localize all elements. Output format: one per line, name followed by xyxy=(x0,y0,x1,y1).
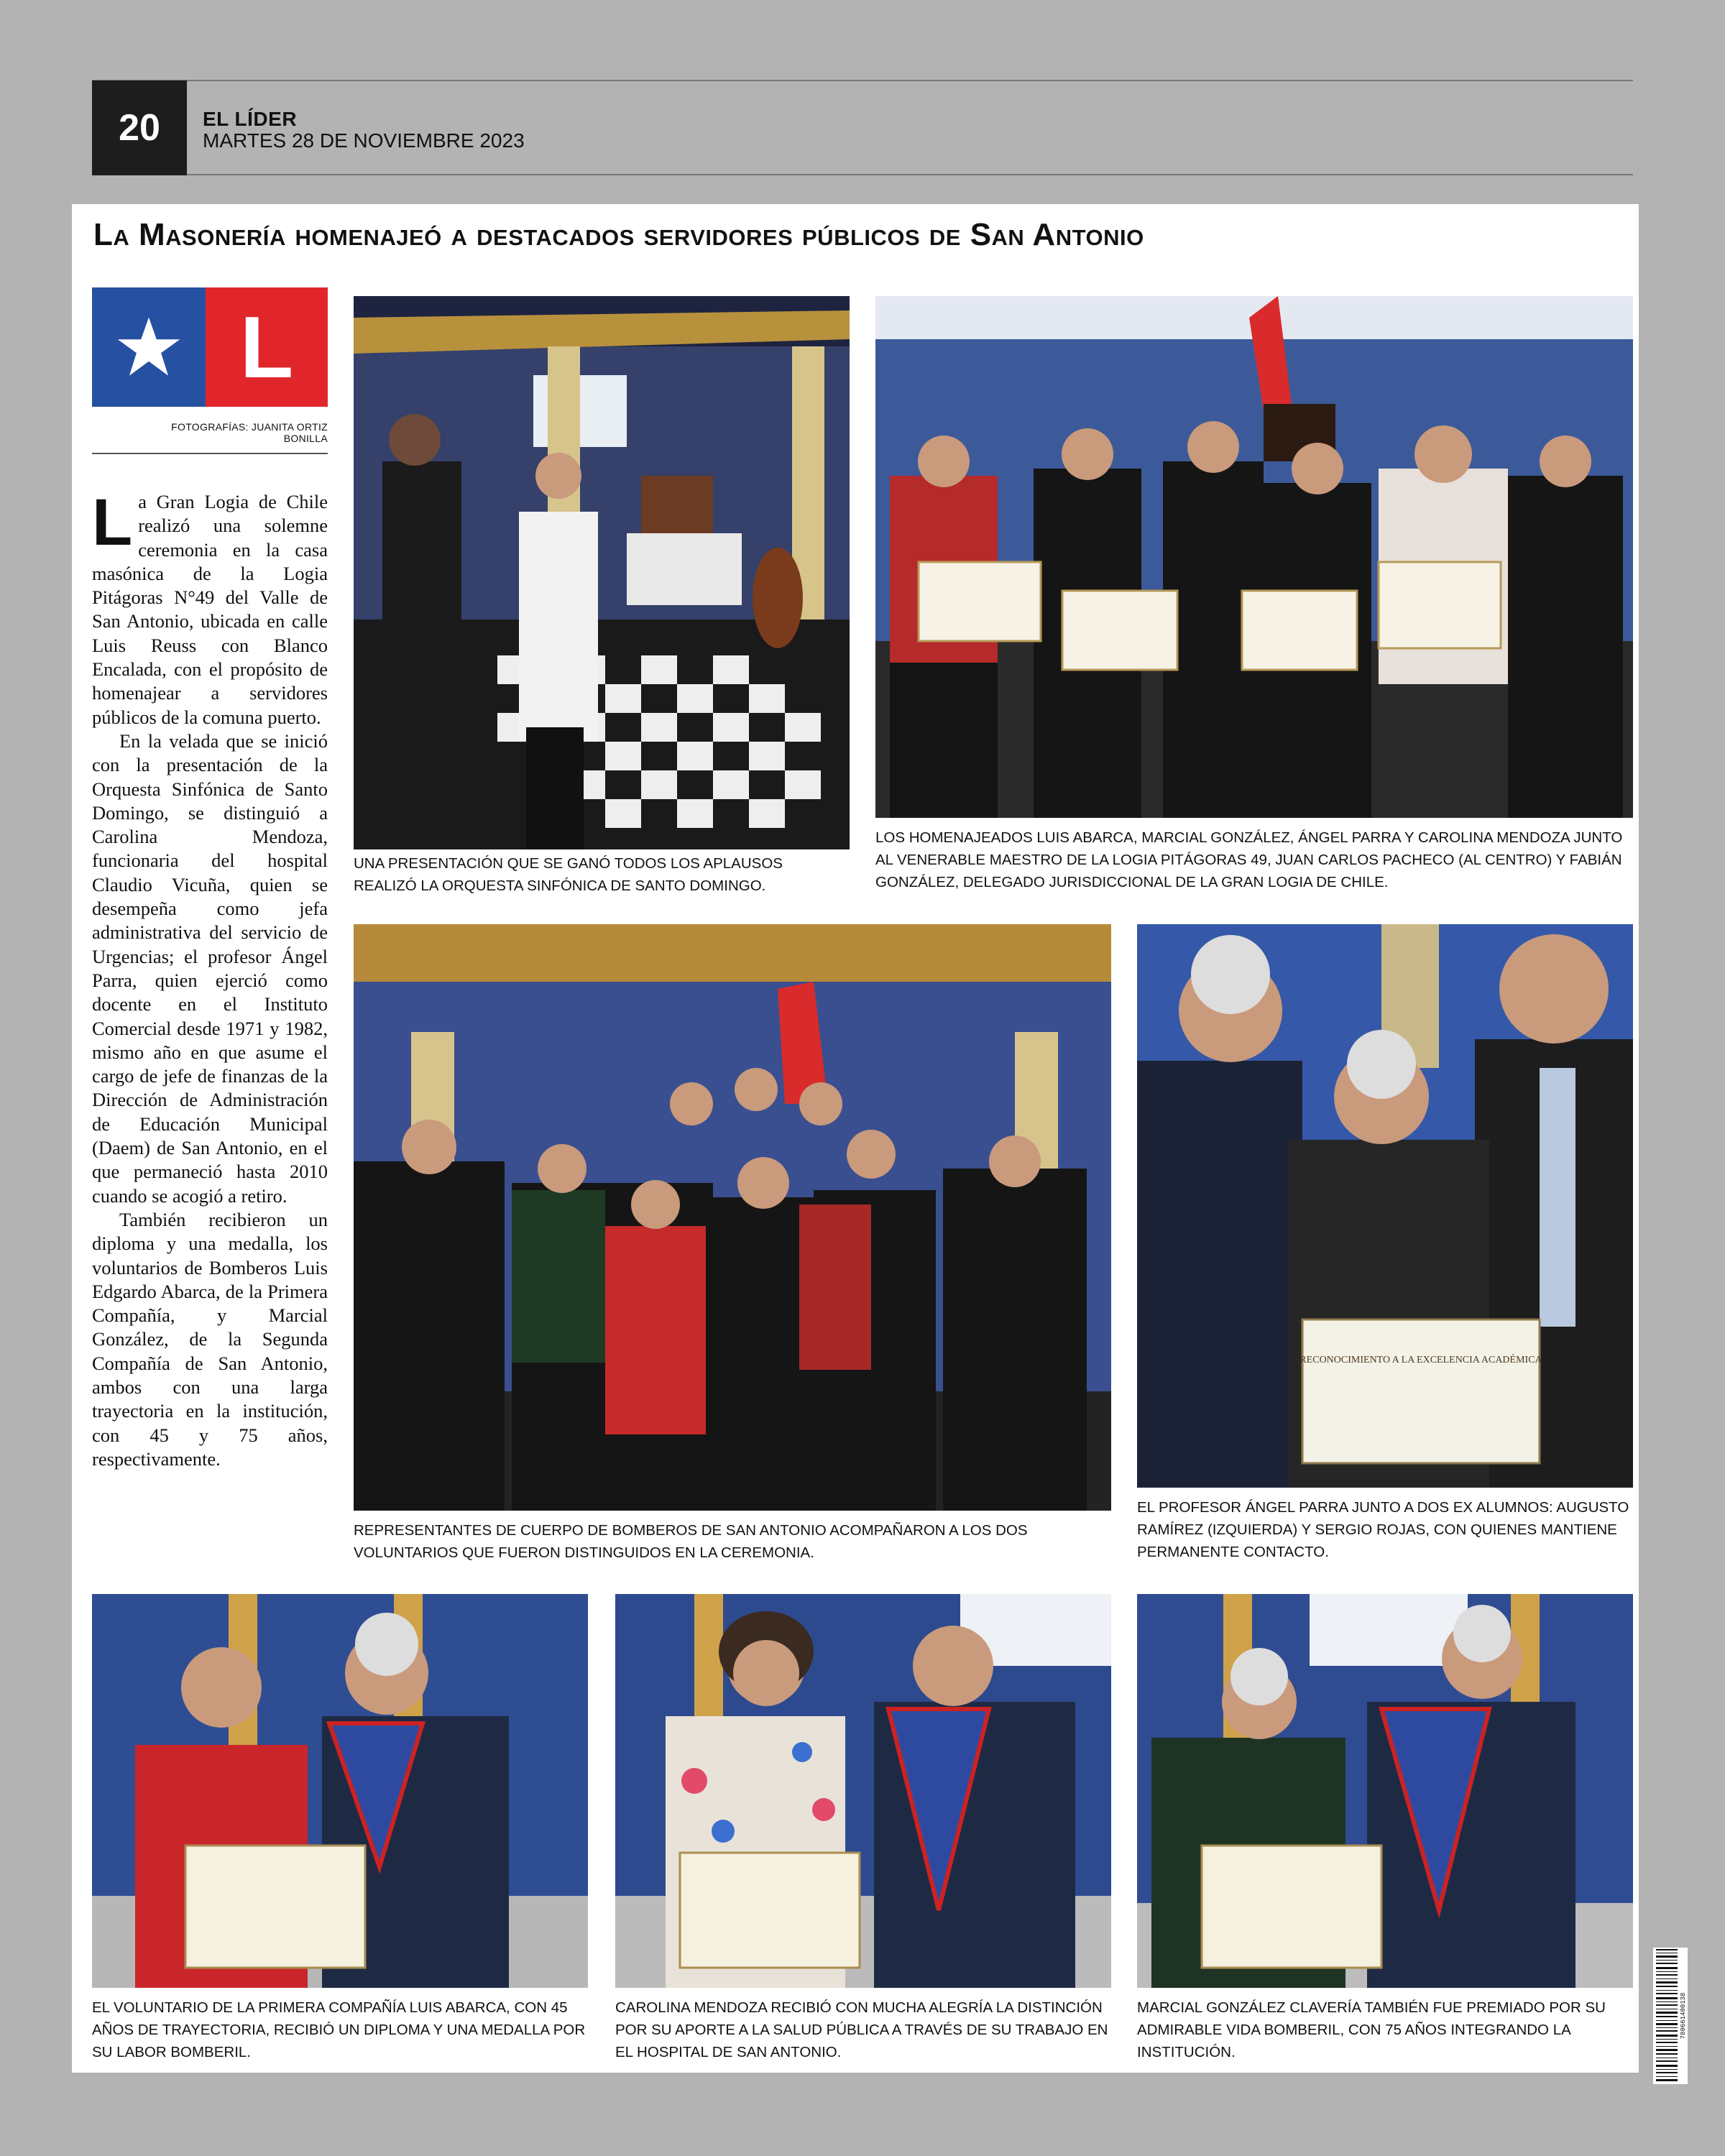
article-headline: La Masonería homenajeó a destacados servidores públicos de San Antonio xyxy=(93,217,1144,252)
photo-gonzalez xyxy=(1137,1594,1633,1988)
publication-date: MARTES 28 DE NOVIEMBRE 2023 xyxy=(203,129,525,152)
photo-credit: FOTOGRAFÍAS: JUANITA ORTIZ BONILLA xyxy=(171,421,328,444)
paragraph-3: También recibieron un diploma y una medalla, los voluntarios de Bomberos Luis Edgardo Abarca, de la Primera Compañía, y Marcial González, de la Segunda Compañía de San Antonio, ambos con una larga trayectoria en la institución, con 45 y 75 años, respectivamente. xyxy=(92,1208,328,1470)
logo-letter: L xyxy=(239,298,294,396)
newspaper-name: EL LÍDER xyxy=(203,108,298,130)
drop-cap: L xyxy=(92,486,133,559)
photo-orchestra xyxy=(354,296,850,849)
top-rule xyxy=(92,80,1633,81)
photo-abarca xyxy=(92,1594,588,1988)
diploma-heading: RECONOCIMIENTO A LA EXCELENCIA ACADÉMICA xyxy=(1300,1355,1542,1365)
page-number: 20 xyxy=(92,80,187,175)
caption-firefighters: REPRESENTANTES DE CUERPO DE BOMBEROS DE SAN ANTONIO ACOMPAÑARON A LOS DOS VOLUNTARIOS QUE FUERON DISTINGUIDOS EN LA CEREMONIA. xyxy=(354,1522,1028,1561)
caption-gonzalez: MARCIAL GONZÁLEZ CLAVERÍA TAMBIÉN FUE PREMIADO POR SU ADMIRABLE VIDA BOMBERIL, CON 75 AÑOS INTEGRANDO LA INSTITUCIÓN. xyxy=(1137,1999,1606,2060)
paragraph-2: En la velada que se inició con la presentación de la Orquesta Sinfónica de Santo Domingo, se distinguió a Carolina Mendoza, funcionaria del hospital Claudio Vicuña, quien se desempeña como jefa administrativa del servicio de Urgencias; el profesor Ángel Parra, quien ejerció como docente en el Instituto Comercial desde 1971 y 1982, mismo año en que asume el cargo de jefe de finanzas de la Dirección de Administración de Educación Municipal (Daem) de San Antonio, en el que permaneció hasta 2010 cuando se acogió a retiro. xyxy=(92,729,328,1207)
caption-honorees: LOS HOMENAJEADOS LUIS ABARCA, MARCIAL GONZÁLEZ, ÁNGEL PARRA Y CAROLINA MENDOZA JUNTO AL VENERABLE MAESTRO DE LA LOGIA PITÁGORAS 49, JUAN CARLOS PACHECO (AL CENTRO) Y FABIÁN GONZÁLEZ, DELEGADO JURISDICCIONAL DE LA GRAN LOGIA DE CHILE. xyxy=(875,829,1623,890)
paragraph-1: a Gran Logia de Chile realizó una solemne ceremonia en la casa masónica de la Logia Pitágoras N°49 del Valle de San Antonio, ubicada en calle Luis Reuss con Blanco Encalada, con el propósito de homenajear a servidores públicos de la comuna puerto. xyxy=(92,491,328,728)
bottom-rule xyxy=(92,174,1633,175)
barcode xyxy=(1653,1948,1688,2084)
barcode-number: 780661400138 xyxy=(1680,1992,1687,2040)
caption-orchestra: UNA PRESENTACIÓN QUE SE GANÓ TODOS LOS APLAUSOS REALIZÓ LA ORQUESTA SINFÓNICA DE SANTO DOMINGO. xyxy=(354,855,783,894)
photo-professor xyxy=(1137,924,1633,1488)
caption-professor: EL PROFESOR ÁNGEL PARRA JUNTO A DOS EX ALUMNOS: AUGUSTO RAMÍREZ (IZQUIERDA) Y SERGIO ROJAS, CON QUIENES MANTIENE PERMANENTE CONTACTO. xyxy=(1137,1499,1629,1560)
credit-divider xyxy=(92,453,328,454)
photo-honorees xyxy=(875,296,1633,818)
caption-mendoza: CAROLINA MENDOZA RECIBIÓ CON MUCHA ALEGRÍA LA DISTINCIÓN POR SU APORTE A LA SALUD PÚBLICA A TRAVÉS DE SU TRABAJO EN EL HOSPITAL DE SAN ANTONIO. xyxy=(615,1999,1108,2060)
star-icon xyxy=(92,287,206,407)
article-body xyxy=(92,486,328,1471)
el-lider-logo xyxy=(92,287,328,407)
caption-abarca: EL VOLUNTARIO DE LA PRIMERA COMPAÑÍA LUIS ABARCA, CON 45 AÑOS DE TRAYECTORIA, RECIBIÓ UN DIPLOMA Y UNA MEDALLA POR SU LABOR BOMBERIL. xyxy=(92,1999,586,2060)
photo-firefighters xyxy=(354,924,1111,1511)
photo-mendoza xyxy=(615,1594,1111,1988)
